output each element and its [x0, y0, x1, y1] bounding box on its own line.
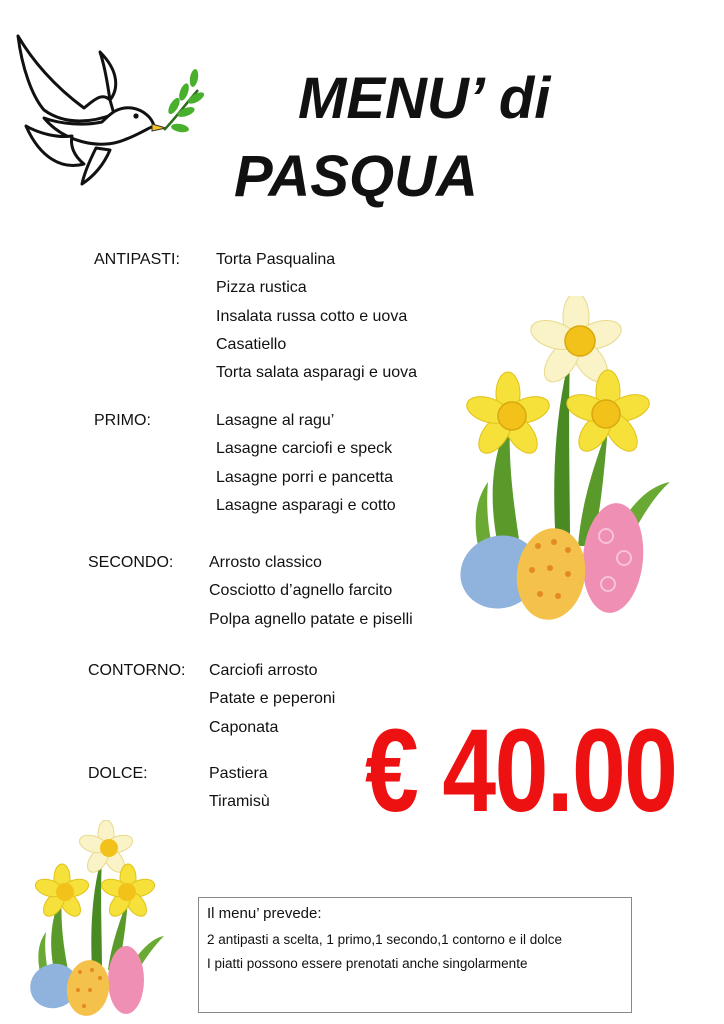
- section-list-contorno: [209, 661, 335, 746]
- section-list-secondo: [209, 553, 413, 638]
- menu-item: Torta Pasqualina: [216, 251, 336, 268]
- info-line: I piatti possono essere prenotati anche singolarmente: [207, 956, 528, 971]
- page-title-line2: PASQUA: [234, 144, 478, 209]
- section-list-dolce: [209, 764, 270, 821]
- menu-item: Lasagne porri e pancetta: [216, 468, 394, 486]
- menu-item: Lasagne carciofi e speck: [216, 440, 393, 458]
- section-label-antipasti: ANTIPASTI:: [94, 251, 180, 268]
- price-label: € 40.00: [365, 705, 677, 837]
- section-label-primo: PRIMO:: [94, 412, 151, 429]
- menu-item: Cosciotto d’agnello farcito: [209, 582, 393, 600]
- menu-item: Casatiello: [216, 335, 287, 353]
- menu-item: Tiramisù: [209, 793, 270, 811]
- menu-item: Patate e peperoni: [209, 690, 336, 708]
- menu-item: Insalata russa cotto e uova: [216, 307, 408, 325]
- daffodil-eggs-large: [458, 296, 678, 626]
- section-label-dolce: DOLCE:: [88, 765, 148, 782]
- menu-item: Polpa agnello patate e piselli: [209, 610, 413, 628]
- dove-icon: [14, 30, 204, 190]
- menu-item: Carciofi arrosto: [209, 662, 318, 679]
- section-list-antipasti: [216, 250, 417, 391]
- menu-item: Torta salata asparagi e uova: [216, 364, 418, 382]
- menu-item: Pastiera: [209, 765, 268, 782]
- menu-item: Caponata: [209, 718, 279, 736]
- daffodil-eggs-small: [30, 820, 170, 1016]
- info-line: 2 antipasti a scelta, 1 primo,1 secondo,1 contorno e il dolce: [207, 932, 562, 947]
- section-label-secondo: SECONDO:: [88, 554, 174, 571]
- menu-item: Lasagne asparagi e cotto: [216, 496, 396, 514]
- menu-item: Pizza rustica: [216, 279, 307, 297]
- section-list-primo: [216, 411, 396, 524]
- info-heading: Il menu’ prevede:: [207, 905, 322, 922]
- section-label-contorno: CONTORNO:: [88, 662, 186, 679]
- menu-item: Arrosto classico: [209, 554, 322, 571]
- info-box: [198, 897, 632, 1013]
- page-title-line1: MENU’ di: [298, 66, 551, 131]
- menu-item: Lasagne al ragu’: [216, 412, 335, 429]
